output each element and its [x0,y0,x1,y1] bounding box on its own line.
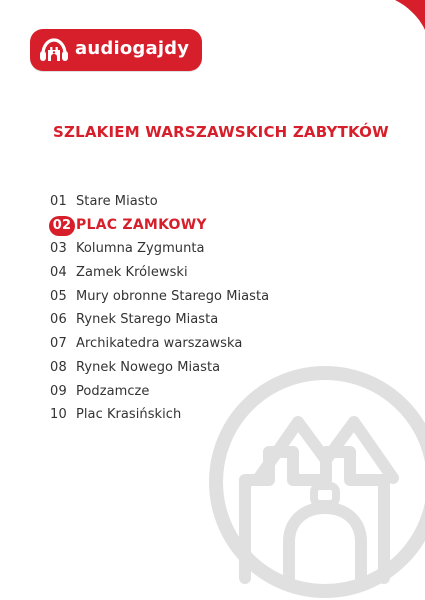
active-chapter-title: PLAC ZAMKOWY [76,216,207,233]
chapter-number-wrap [46,214,76,238]
chapter-row [46,380,406,404]
chapter-number: 10 [50,407,67,423]
chapter-number: 01 [50,194,67,209]
chapter-number: 09 [50,383,67,399]
audiogajdy-castle-headphones-icon [38,34,70,66]
chapter-number: 05 [50,288,67,304]
chapter-number: 07 [50,336,67,352]
active-chapter-row [46,214,406,238]
chapter-title: Plac Krasińskich [76,407,182,423]
chapter-row [46,332,406,356]
chapter-title: Stare Miasto [76,194,158,209]
chapter-number: 08 [50,359,67,375]
chapter-number: 04 [50,265,67,281]
series-title: SZLAKIEM WARSZAWSKICH ZABYTKÓW [53,123,389,141]
chapter-title: Archikatedra warszawska [76,336,243,352]
chapter-row [46,190,406,214]
chapter-title: Rynek Nowego Miasta [76,359,221,375]
chapter-number: 06 [50,312,67,328]
chapter-row [46,237,406,261]
chapter-list [46,190,406,427]
chapter-title: Mury obronne Starego Miasta [76,288,270,304]
brand-logo-badge [30,29,202,71]
chapter-title: Podzamcze [76,383,150,399]
chapter-number: 03 [50,241,67,257]
chapter-row [46,285,406,309]
brand-logo-text: audiogajdy [75,38,190,59]
chapter-row [46,261,406,285]
chapter-title: Zamek Królewski [76,265,188,281]
chapter-row [46,403,406,427]
chapter-title: Kolumna Zygmunta [76,241,205,257]
chapter-row [46,308,406,332]
chapter-row [46,356,406,380]
corner-fold-icon [395,0,425,30]
chapter-title: Rynek Starego Miasta [76,312,219,328]
active-chapter-number-badge: 02 [49,216,75,236]
